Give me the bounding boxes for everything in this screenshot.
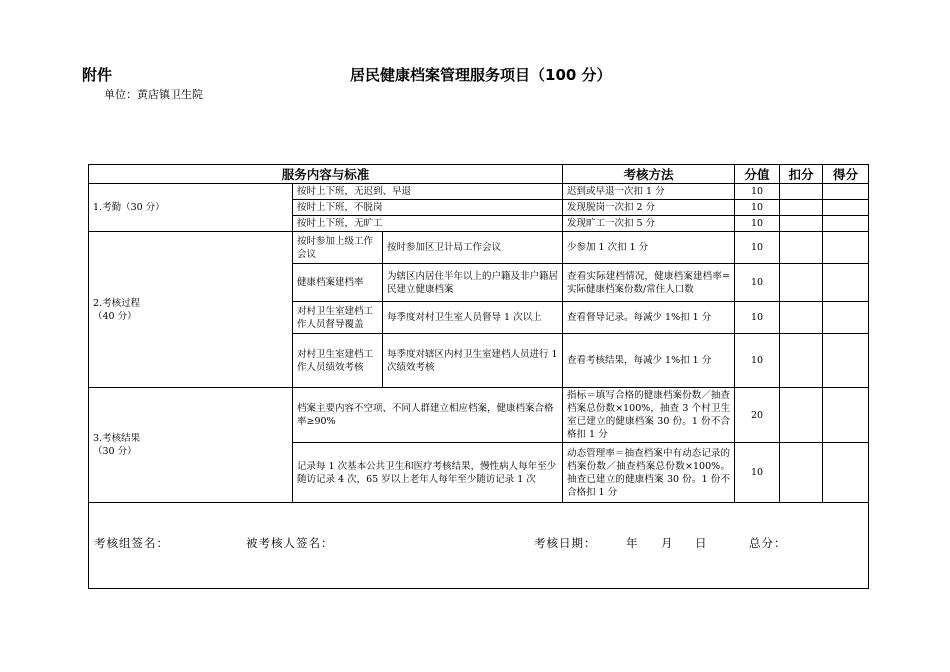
gain-cell[interactable] — [823, 443, 869, 503]
col-score: 分值 — [735, 165, 780, 184]
item-cell: 按时上下班，不脱岗 — [293, 200, 563, 216]
item-cell: 记录每 1 次基本公共卫生和医疗考核结果，慢性病人每年至少随访记录 4 次，65 岁以上老年人每年至少随访记录 1 次 — [293, 443, 563, 503]
score-cell: 10 — [735, 200, 780, 216]
standard-cell: 为辖区内居住半年以上的户籍及非户籍居民建立健康档案 — [383, 264, 563, 302]
signature-row — [89, 503, 869, 589]
item-cell: 对村卫生室建档工作人员绩效考核 — [293, 334, 383, 388]
section-process — [89, 232, 293, 388]
deduct-cell[interactable] — [780, 443, 823, 503]
method-cell: 查看考核结果，每减少 1%扣 1 分 — [563, 334, 735, 388]
col-deduct: 扣分 — [780, 165, 823, 184]
section-process-label: 2.考核过程 — [93, 297, 141, 309]
deduct-cell[interactable] — [780, 232, 823, 264]
method-cell: 指标＝填写合格的健康档案份数／抽查档案总份数×100%，抽查 3 个村卫生室已建立的健康档案 30 份。1 份不合格扣 1 分 — [563, 388, 735, 443]
method-cell: 少参加 1 次扣 1 分 — [563, 232, 735, 264]
method-cell: 动态管理率＝抽查档案中有动态记录的档案份数／抽查档案总份数×100%。抽查已建立的健康档案 30 份。1 份不合格扣 1 分 — [563, 443, 735, 503]
deduct-cell[interactable] — [780, 334, 823, 388]
method-cell: 发现脱岗一次扣 2 分 — [563, 200, 735, 216]
deduct-cell[interactable] — [780, 388, 823, 443]
attachment-label: 附件 — [82, 66, 113, 84]
standard-cell: 按时参加区卫计局工作会议 — [383, 232, 563, 264]
gain-cell[interactable] — [823, 184, 869, 200]
deduct-cell[interactable] — [780, 302, 823, 334]
total-label: 总分： — [749, 536, 787, 550]
deduct-cell[interactable] — [780, 184, 823, 200]
col-gain: 得分 — [823, 165, 869, 184]
gain-cell[interactable] — [823, 302, 869, 334]
score-cell: 10 — [735, 302, 780, 334]
section-process-points: （40 分） — [93, 310, 137, 322]
deduct-cell[interactable] — [780, 216, 823, 232]
gain-cell[interactable] — [823, 334, 869, 388]
item-cell: 健康档案建档率 — [293, 264, 383, 302]
year-label: 年 — [626, 536, 639, 550]
gain-cell[interactable] — [823, 388, 869, 443]
gain-cell[interactable] — [823, 232, 869, 264]
table-row — [89, 232, 869, 264]
item-cell: 按时上下班，无旷工 — [293, 216, 563, 232]
gain-cell[interactable] — [823, 216, 869, 232]
gain-cell[interactable] — [823, 264, 869, 302]
section-result — [89, 388, 293, 503]
unit-label: 单位：黄店镇卫生院 — [104, 88, 203, 101]
section-result-label: 3.考核结果 — [93, 433, 141, 444]
standard-cell: 每季度对辖区内村卫生室建档人员进行 1 次绩效考核 — [383, 334, 563, 388]
gain-cell[interactable] — [823, 200, 869, 216]
score-cell: 10 — [735, 334, 780, 388]
deduct-cell[interactable] — [780, 264, 823, 302]
method-cell: 发现旷工一次扣 5 分 — [563, 216, 735, 232]
score-cell: 10 — [735, 184, 780, 200]
method-cell: 查看实际建档情况，健康档案建档率=实际健康档案份数/常住人口数 — [563, 264, 735, 302]
method-cell: 查看督导记录。每减少 1%扣 1 分 — [563, 302, 735, 334]
signature-cell — [89, 503, 869, 589]
item-cell: 按时上下班，无迟到、早退 — [293, 184, 563, 200]
item-cell: 按时参加上级工作会议 — [293, 232, 383, 264]
score-cell: 10 — [735, 232, 780, 264]
section-result-points: （30 分） — [93, 446, 137, 457]
table-row — [89, 388, 869, 443]
score-cell: 20 — [735, 388, 780, 443]
method-cell: 迟到或早退一次扣 1 分 — [563, 184, 735, 200]
header-row — [89, 165, 869, 184]
deduct-cell[interactable] — [780, 200, 823, 216]
table-row — [89, 184, 869, 200]
page-title: 居民健康档案管理服务项目（100 分） — [350, 66, 612, 84]
score-cell: 10 — [735, 264, 780, 302]
team-signature-label: 考核组签名： — [94, 536, 169, 550]
item-cell: 档案主要内容不空项、不同人群建立相应档案，健康档案合格率≥90% — [293, 388, 563, 443]
date-label: 考核日期： — [534, 536, 597, 550]
assessment-table — [88, 164, 869, 589]
standard-cell: 每季度对村卫生室人员督导 1 次以上 — [383, 302, 563, 334]
month-label: 月 — [661, 536, 674, 550]
item-cell: 对村卫生室建档工作人员督导覆盖 — [293, 302, 383, 334]
examinee-signature-label: 被考核人签名： — [246, 536, 334, 550]
col-content: 服务内容与标准 — [89, 165, 563, 184]
score-cell: 10 — [735, 443, 780, 503]
col-method: 考核方法 — [563, 165, 735, 184]
section-attendance: 1.考勤（30 分） — [89, 184, 293, 232]
score-cell: 10 — [735, 216, 780, 232]
day-label: 日 — [695, 536, 708, 550]
